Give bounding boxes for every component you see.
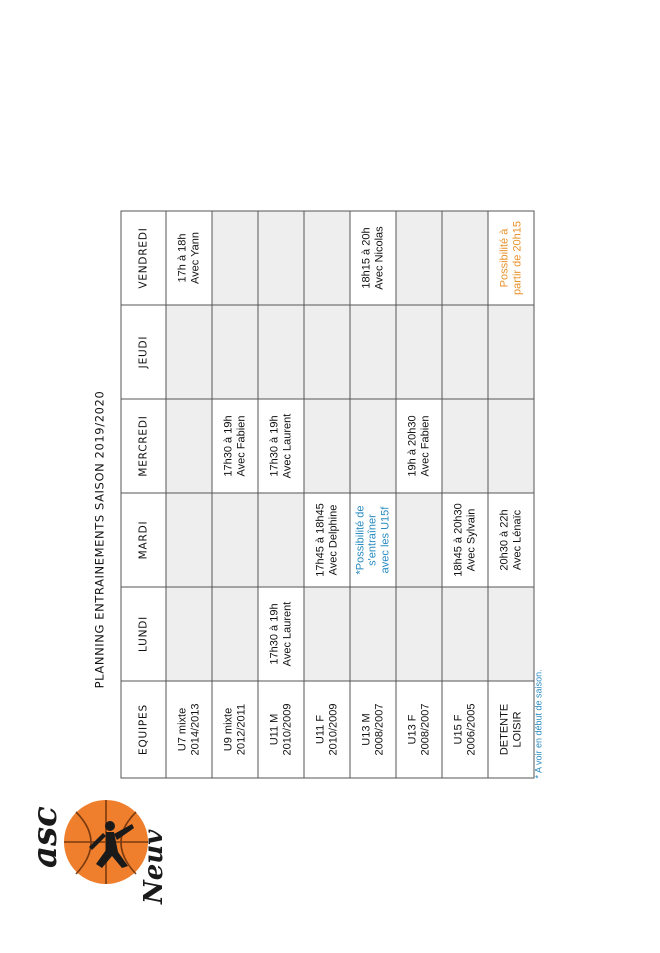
empty-slot-cell [258,493,304,587]
session-cell [488,211,534,305]
table-header-row [121,211,166,778]
empty-slot-cell [442,211,488,305]
session-line: 17h30 à 19h [268,603,281,665]
empty-slot-cell [166,305,212,399]
session-line: *Possibilité de [354,505,367,575]
team-cell [166,681,212,778]
team-line: 2010/2009 [281,703,293,756]
team-line: 2010/2009 [327,703,339,756]
session-line: s'entraîner [366,514,379,566]
empty-slot-cell [166,493,212,587]
session-line: Avec Fabien [419,415,431,477]
empty-slot-cell [166,399,212,493]
empty-slot-cell [488,399,534,493]
session-cell [212,399,258,493]
session-line: Avec Laurent [281,413,293,479]
header-equipes: EQUIPES [121,681,166,778]
table-row [166,211,212,778]
session-cell [258,399,304,493]
empty-slot-cell [396,305,442,399]
empty-slot-cell [166,587,212,681]
empty-slot-cell [488,305,534,399]
empty-slot-cell [212,305,258,399]
session-line: 17h30 à 19h [268,415,281,477]
table-row [350,211,396,778]
session-cell [258,587,304,681]
schedule-table [121,211,535,779]
header-jeudi: JEUDI [121,305,166,399]
team-cell [396,681,442,778]
team-cell [304,681,350,778]
session-cell [166,211,212,305]
session-cell [304,493,350,587]
session-cell [442,493,488,587]
session-line: Avec Nicolas [373,226,385,290]
table-row [258,211,304,778]
session-line: Avec Delphine [327,504,339,576]
header-lundi: LUNDI [121,587,166,681]
empty-slot-cell [212,493,258,587]
club-logo [14,796,172,906]
team-line: U9 mixte [222,707,235,752]
header-vendredi: VENDREDI [121,211,166,305]
team-line: U13 M [360,713,373,746]
team-line: 2008/2007 [373,703,385,756]
header-mercredi: MERCREDI [121,399,166,493]
footnote: * A voir en début de saison. [533,669,544,779]
empty-slot-cell [350,399,396,493]
empty-slot-cell [396,493,442,587]
session-line: 18h15 à 20h [360,227,373,289]
session-line: Possibilité à [498,228,511,288]
session-line: Avec Sylvain [465,508,477,572]
team-cell [258,681,304,778]
team-line: 2014/2013 [189,703,201,756]
team-line: U15 F [452,714,465,745]
empty-slot-cell [442,587,488,681]
empty-slot-cell [442,399,488,493]
session-line: Avec Fabien [235,415,247,477]
empty-slot-cell [350,305,396,399]
team-line: U11 M [268,713,281,746]
session-line: 17h à 18h [176,233,189,283]
empty-slot-cell [350,587,396,681]
header-mardi: MARDI [121,493,166,587]
empty-slot-cell [304,587,350,681]
team-line: 2008/2007 [419,703,431,756]
team-line: 2012/2011 [235,703,247,756]
session-cell [488,493,534,587]
empty-slot-cell [304,399,350,493]
session-line: 20h30 à 22h [498,509,511,571]
session-line: partir de 20h15 [511,221,523,295]
empty-slot-cell [212,587,258,681]
team-cell [212,681,258,778]
session-cell [350,211,396,305]
empty-slot-cell [258,305,304,399]
session-line: 19h à 20h30 [406,415,419,477]
team-cell [488,681,534,778]
empty-slot-cell [212,211,258,305]
logo-top-text: asc [25,806,65,868]
team-line: 2006/2005 [465,703,477,756]
empty-slot-cell [304,305,350,399]
session-line: 17h45 à 18h45 [314,503,327,577]
session-line: 17h30 à 19h [222,415,235,477]
schedule-title: PLANNING ENTRAINEMENTS SAISON 2019/2020 [92,390,107,689]
table-row [304,211,350,778]
team-cell [442,681,488,778]
session-line: Avec Yann [189,232,201,284]
table-row [442,211,488,778]
session-cell [396,399,442,493]
team-line: U7 mixte [176,707,189,752]
logo-bottom-text: Neuv [139,829,169,904]
session-line: Avec Laurent [281,601,293,667]
empty-slot-cell [396,211,442,305]
team-line: U11 F [314,714,327,745]
team-line: LOISIR [511,711,523,748]
empty-slot-cell [258,211,304,305]
session-line: avec les U15f [379,506,392,574]
team-line: DETENTE [498,703,511,756]
team-cell [350,681,396,778]
empty-slot-cell [304,211,350,305]
team-line: U13 F [406,714,419,745]
empty-slot-cell [396,587,442,681]
schedule-rows [166,211,534,778]
session-line: Avec Lénaïc [511,509,523,571]
table-row [212,211,258,778]
empty-slot-cell [488,587,534,681]
session-cell [350,493,396,587]
session-line: 18h45 à 20h30 [452,503,465,577]
empty-slot-cell [442,305,488,399]
table-row [488,211,534,778]
table-row [396,211,442,778]
